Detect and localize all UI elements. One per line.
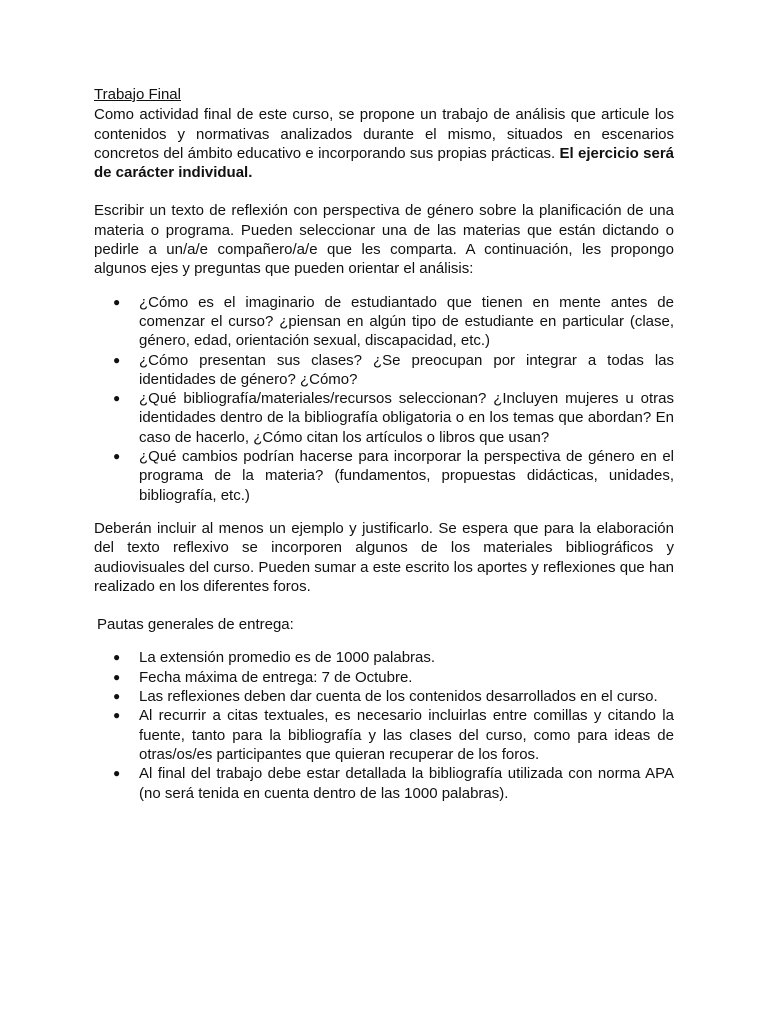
question-text: ¿Cómo es el imaginario de estudiantado que tienen en mente antes de comenzar el curso? ¿piensan en algún tipo de estudiante en particular (clase, género, edad, orientación sexual, discapacidad, etc.) — [139, 293, 674, 350]
list-item — [113, 648, 674, 667]
spacer — [94, 596, 674, 615]
spacer — [94, 505, 674, 519]
question-text: ¿Qué bibliografía/materiales/recursos seleccionan? ¿Incluyen mujeres u otras identidades dentro de la bibliografía obligatoria o en los temas que abordan? En caso de hacerlo, ¿Cómo citan los artículos o libros que usan? — [139, 390, 674, 446]
list-item — [113, 668, 674, 687]
guideline-text: Las reflexiones deben dar cuenta de los contenidos desarrollados en el curso. — [139, 688, 658, 706]
question-text: ¿Cómo presentan sus clases? ¿Se preocupan por integrar a todas las identidades de género? ¿Cómo? — [139, 351, 674, 388]
bullet-icon: ● — [113, 650, 121, 665]
guideline-text: Al recurrir a citas textuales, es necesario incluirlas entre comillas y citando la fuente, tanto para la bibliografía y las clases del curso, como para ideas de otras/os/es participantes que quieran recuperar de los foros. — [139, 707, 674, 763]
list-item — [113, 706, 674, 764]
question-text: ¿Qué cambios podrían hacerse para incorporar la perspectiva de género en el programa de la materia? (fundamentos, propuestas didácticas, unidades, bibliografía, etc.) — [139, 448, 674, 504]
bullet-icon: ● — [113, 689, 121, 704]
requirements-paragraph: Deberán incluir al menos un ejemplo y justificarlo. Se espera que para la elaboración del texto reflexivo se incorporen algunos de los materiales bibliográficos y audiovisuales del curso. Pueden sumar a este escrito los aportes y reflexiones que han realizado en los diferentes foros. — [94, 519, 674, 595]
guidelines-label: Pautas generales de entrega: — [97, 616, 294, 634]
bullet-icon: ● — [113, 352, 121, 367]
list-item — [113, 764, 674, 803]
bullet-icon: ● — [113, 449, 121, 464]
guideline-text: Al final del trabajo debe estar detallada la bibliografía utilizada con norma APA (no será tenida en cuenta dentro de las 1000 palabras). — [139, 765, 674, 802]
task-paragraph: Escribir un texto de reflexión con perspectiva de género sobre la planificación de una materia o programa. Pueden seleccionar una de las materias que están dictando o pedirle a un/a/e compañero/a/e que les comparta. A continuación, les propongo algunos ejes y preguntas que pueden orientar el análisis: — [94, 202, 674, 278]
bullet-icon: ● — [113, 391, 121, 406]
intro-text: Como actividad final de este curso, se propone un trabajo de análisis que articule los contenidos y normativas analizados durante el mismo, situados en escenarios concretos del ámbito educativo e incorporando sus propias prácticas. — [94, 106, 674, 162]
document-title: Trabajo Final — [94, 86, 181, 103]
guideline-text: La extensión promedio es de 1000 palabras. — [139, 649, 436, 667]
questions-list — [94, 293, 674, 505]
bullet-icon: ● — [113, 766, 121, 781]
intro-bold-text: El ejercicio será de carácter individual. — [94, 144, 675, 182]
bullet-icon: ● — [113, 294, 121, 309]
guidelines-list — [94, 648, 674, 802]
list-item — [113, 351, 674, 390]
bullet-icon: ● — [113, 708, 121, 723]
spacer — [94, 279, 674, 293]
guideline-text: Fecha máxima de entrega: 7 de Octubre. — [139, 668, 413, 686]
list-item — [113, 293, 674, 351]
list-item — [113, 447, 674, 505]
list-item — [113, 389, 674, 447]
bullet-icon: ● — [113, 669, 121, 684]
spacer — [94, 634, 674, 648]
list-item — [113, 687, 674, 706]
intro-paragraph — [94, 105, 674, 182]
spacer — [94, 182, 674, 201]
